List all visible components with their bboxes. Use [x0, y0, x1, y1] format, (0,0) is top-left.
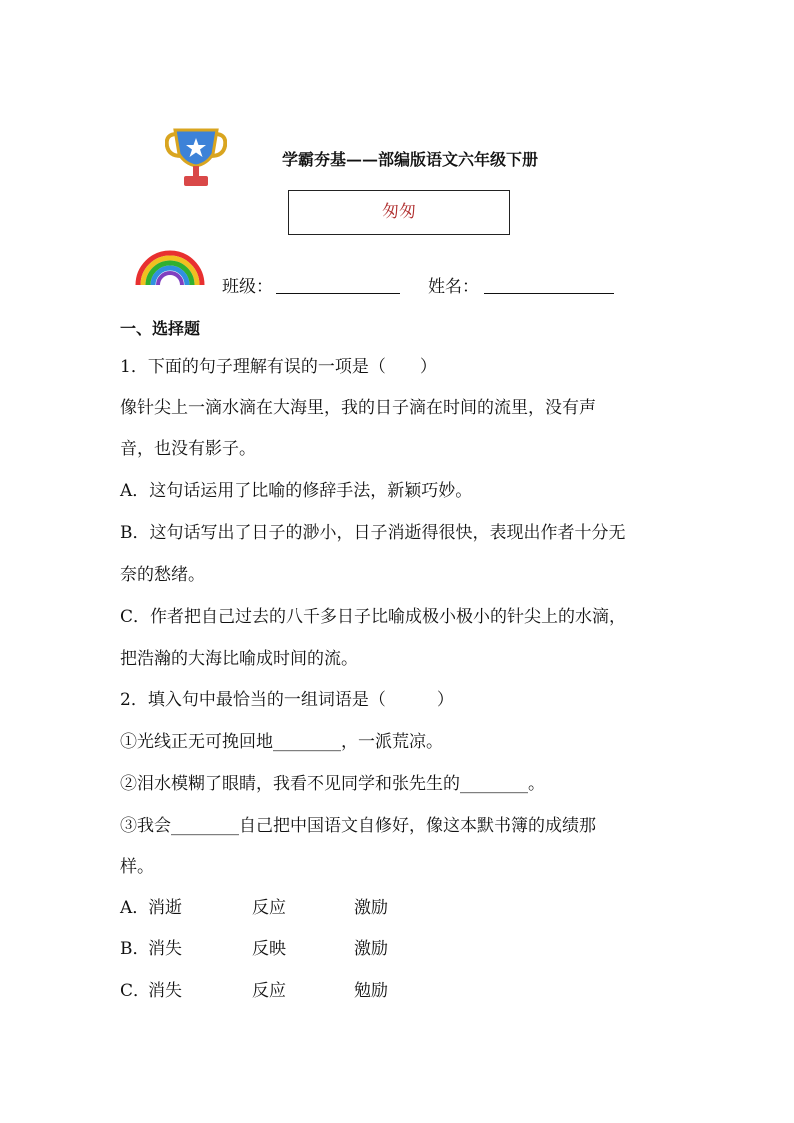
q1-quote-line1: 像针尖上一滴水滴在大海里，我的日子滴在时间的流里，没有声 [120, 398, 596, 418]
option-word: 反应 [252, 898, 286, 918]
q1-option-b-cont: 奈的愁绪。 [120, 565, 205, 585]
option-letter: C． [120, 981, 151, 1001]
q1-option-c[interactable]: C．作者把自己过去的八千多日子比喻成极小极小的针尖上的水滴， [120, 607, 627, 627]
option-word: 激励 [354, 939, 388, 959]
section-heading: 一、选择题 [120, 319, 201, 338]
trophy-icon [165, 128, 227, 190]
option-word: 反应 [252, 981, 286, 1001]
option-word: 消失 [148, 939, 182, 959]
option-word: 消逝 [148, 898, 182, 918]
q2-sentence-1: ①光线正无可挽回地________，一派荒凉。 [120, 732, 443, 752]
class-label: 班级： [222, 277, 273, 297]
q1-option-b[interactable]: B．这句话写出了日子的渺小，日子消逝得很快，表现出作者十分无 [120, 523, 626, 543]
option-word: 激励 [354, 898, 388, 918]
option-word: 消失 [148, 981, 182, 1001]
document-title: 学霸夯基——部编版语文六年级下册 [282, 150, 539, 169]
q2-sentence-3: ③我会________自己把中国语文自修好，像这本默书簿的成绩那 [120, 816, 596, 836]
name-field[interactable] [484, 273, 614, 294]
rainbow-icon [134, 247, 206, 287]
q1-stem: 1．下面的句子理解有误的一项是（ ） [120, 357, 437, 377]
option-word: 勉励 [354, 981, 388, 1001]
q2-stem: 2．填入句中最恰当的一组词语是（ ） [120, 690, 454, 710]
option-letter: A． [120, 898, 150, 918]
q1-option-c-cont: 把浩瀚的大海比喻成时间的流。 [120, 649, 358, 669]
option-word: 反映 [252, 939, 286, 959]
option-letter: B． [120, 939, 150, 959]
q1-quote-line2: 音，也没有影子。 [120, 439, 256, 459]
name-label: 姓名： [428, 277, 479, 297]
q2-sentence-3-cont: 样。 [120, 857, 154, 877]
lesson-title: 匆匆 [382, 202, 416, 222]
q1-option-a[interactable]: A．这句话运用了比喻的修辞手法，新颖巧妙。 [120, 481, 473, 501]
class-field[interactable] [276, 273, 400, 294]
q2-sentence-2: ②泪水模糊了眼睛，我看不见同学和张先生的________。 [120, 774, 545, 794]
